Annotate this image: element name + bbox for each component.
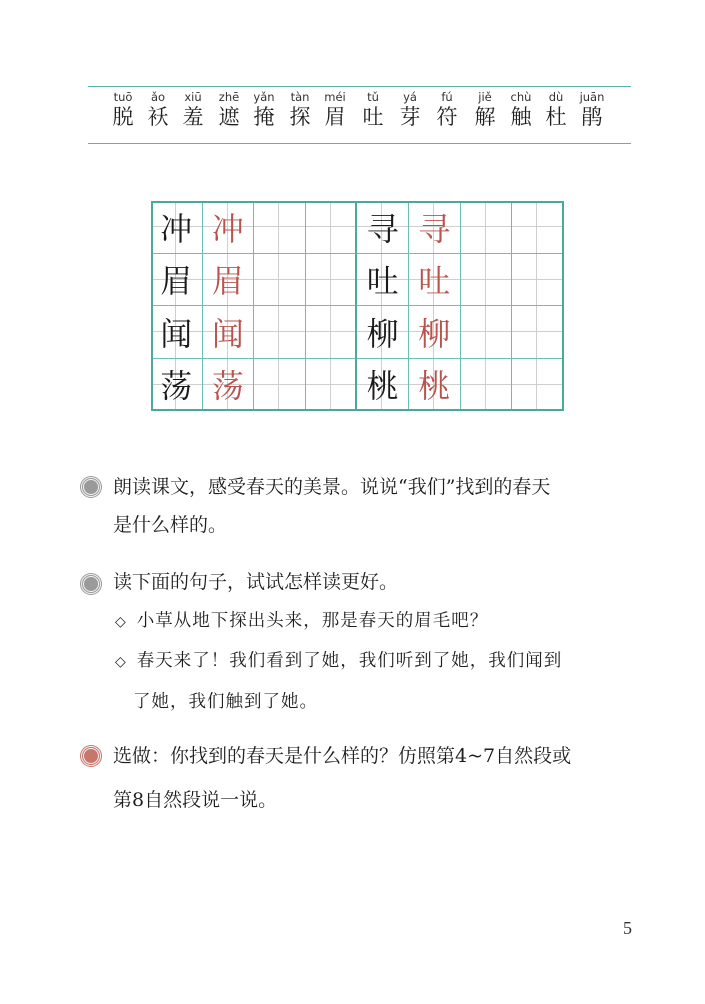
exercise-2-item-2 <box>115 644 562 679</box>
exercise-2-item-2-cont: 了她，我们触到了她。 <box>133 692 318 712</box>
hanzi: 探 <box>289 105 311 129</box>
pinyin: yǎn <box>253 90 275 104</box>
diamond-icon: ◇ <box>115 654 127 670</box>
model-character: 柳 <box>357 306 409 359</box>
page-number: 5 <box>623 918 632 938</box>
sentence-2-line1: 春天来了！我们看到了她，我们听到了她，我们闻到 <box>136 651 563 671</box>
hanzi: 袄 <box>147 105 169 129</box>
vocabulary-list <box>105 90 615 140</box>
hanzi: 触 <box>510 105 532 129</box>
exercise-3-line1: 选做：你找到的春天是什么样的？仿照第4~7自然段或 <box>113 745 572 767</box>
pinyin: dù <box>548 90 564 104</box>
hanzi: 脱 <box>112 105 134 129</box>
trace-character: 冲 <box>203 201 255 254</box>
exercise-1-line2: 是什么样的。 <box>113 514 228 536</box>
model-character: 冲 <box>151 201 203 254</box>
pinyin: tuō <box>113 90 133 104</box>
vocab-top-rule <box>88 86 631 87</box>
trace-character: 眉 <box>203 254 255 307</box>
pinyin: xiū <box>184 90 202 104</box>
vocab-item <box>317 90 353 130</box>
pinyin: jiě <box>478 90 492 104</box>
diamond-icon: ◇ <box>115 614 127 630</box>
exercise-1 <box>113 469 653 543</box>
hanzi: 眉 <box>324 105 346 129</box>
hanzi: 吐 <box>362 105 384 129</box>
hanzi: 芽 <box>399 105 421 129</box>
model-character: 闻 <box>151 306 203 359</box>
trace-character: 荡 <box>203 359 255 412</box>
model-character: 桃 <box>357 359 409 412</box>
vocab-item <box>429 90 465 130</box>
exercise-2-title: 读下面的句子，试试怎样读更好。 <box>113 571 399 593</box>
sentence-1: 小草从地下探出头来，那是春天的眉毛吧？ <box>136 611 489 631</box>
trace-character: 桃 <box>409 359 461 412</box>
trace-character: 闻 <box>203 306 255 359</box>
exercise-1-line1: 朗读课文，感受春天的美景。说说“我们”找到的春天 <box>113 476 551 498</box>
pinyin: juān <box>579 90 605 104</box>
grid-frame <box>151 201 564 411</box>
pinyin: chù <box>510 90 532 104</box>
model-character: 荡 <box>151 359 203 412</box>
exercise-3 <box>113 738 653 818</box>
pinyin: fú <box>441 90 453 104</box>
vocab-item <box>574 90 610 130</box>
exercise-3-line2: 第8自然段说一说。 <box>113 789 278 811</box>
pinyin: tàn <box>290 90 310 104</box>
model-character: 眉 <box>151 254 203 307</box>
optional-exercise-bullet-icon <box>81 746 101 766</box>
exercise-bullet-icon <box>81 477 101 497</box>
exercise-2-item-1 <box>115 604 488 639</box>
trace-character: 柳 <box>409 306 461 359</box>
hanzi: 符 <box>436 105 458 129</box>
hanzi: 鹃 <box>581 105 603 129</box>
vocab-bottom-rule <box>88 143 631 144</box>
hanzi: 解 <box>474 105 496 129</box>
pinyin: yá <box>403 90 417 104</box>
pinyin: méi <box>324 90 346 104</box>
hanzi: 羞 <box>182 105 204 129</box>
pinyin: ǎo <box>150 90 166 104</box>
hanzi: 杜 <box>545 105 567 129</box>
pinyin: tǔ <box>367 90 379 104</box>
model-character: 寻 <box>357 201 409 254</box>
pinyin: zhē <box>218 90 240 104</box>
trace-character: 吐 <box>409 254 461 307</box>
hanzi: 掩 <box>253 105 275 129</box>
trace-character: 寻 <box>409 201 461 254</box>
exercise-bullet-icon <box>81 574 101 594</box>
hanzi: 遮 <box>218 105 240 129</box>
model-character: 吐 <box>357 254 409 307</box>
